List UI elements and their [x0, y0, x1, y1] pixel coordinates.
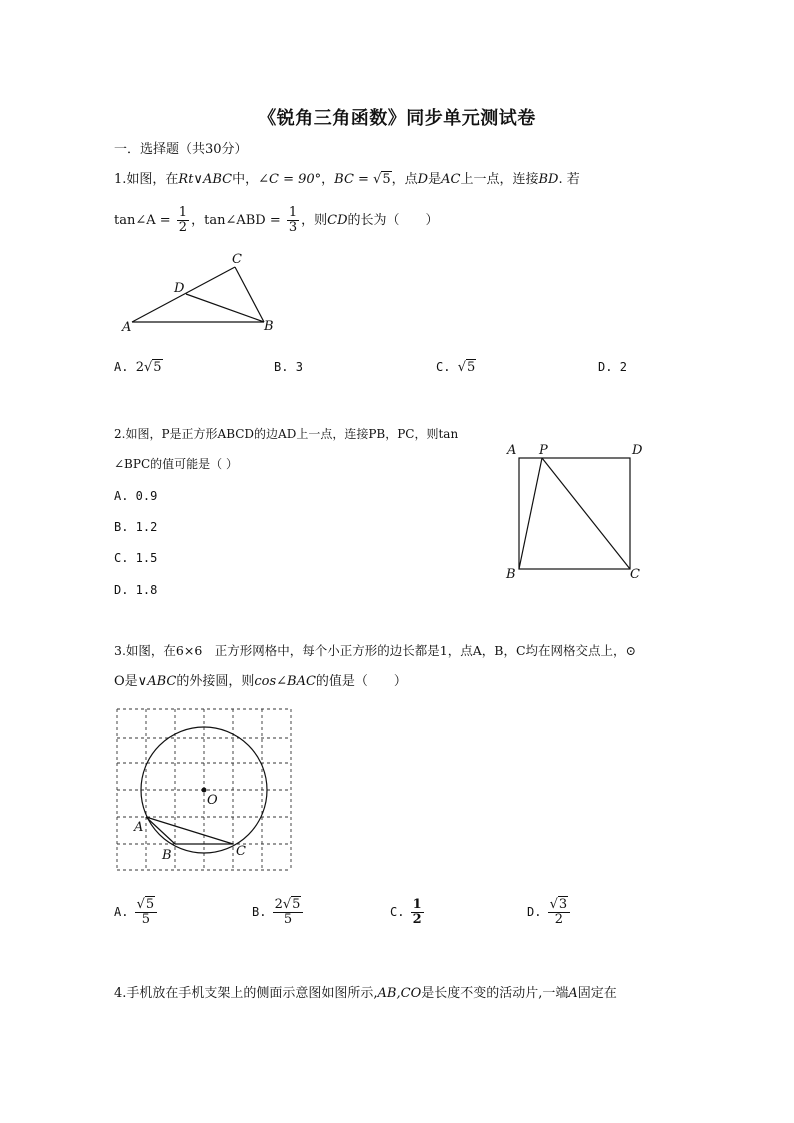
- q3-option-c: C. $\frac{1}{2}$: [390, 897, 422, 927]
- fraction-2sqrt5-over-5: $\frac{2√5}{5}$: [273, 898, 304, 927]
- page-title: 《锐角三角函数》同步单元测试卷: [258, 108, 536, 129]
- label-p: P: [539, 443, 548, 458]
- label-a: A: [507, 443, 517, 458]
- q3-option-b: B. $\frac{2√5}{5}$: [252, 898, 305, 927]
- fraction-one-half: $\frac{1}{2}$: [178, 205, 188, 235]
- q1-option-b: B. 3: [274, 360, 303, 374]
- q2-option-b: B. 1.2: [114, 520, 158, 534]
- label-d: D: [632, 443, 643, 458]
- label-b: B: [264, 319, 274, 334]
- label-b: B: [506, 567, 516, 582]
- fraction-one-third: $\frac{1}{3}$: [288, 205, 298, 235]
- q1-stem-line2: tan∠A = $\frac{1}{2}$ ，tan∠ABD = $\frac{1}{3}$ ，则CD的长为（ ）: [114, 205, 439, 235]
- fraction-sqrt3-over-2: $\frac{√3}{2}$: [548, 898, 571, 927]
- fraction-one-half: $\frac{1}{2}$: [412, 897, 422, 927]
- q2-option-a: A. 0.9: [114, 489, 158, 503]
- fraction-sqrt5-over-5: $\frac{√5}{5}$: [135, 898, 158, 927]
- q1-option-d: D. 2: [598, 360, 627, 374]
- q2-stem-line2: ∠BPC的值可能是（ ）: [114, 457, 238, 471]
- label-a: A: [122, 320, 132, 335]
- center-point: [202, 788, 207, 793]
- q1-triangle-figure: [110, 245, 290, 340]
- q3-option-d: D. $\frac{√3}{2}$: [527, 898, 572, 927]
- q2-option-c: C. 1.5: [114, 551, 158, 565]
- label-c: C: [630, 567, 640, 582]
- sqrt-five: √5: [373, 172, 391, 187]
- q1-option-a: A. 2√5: [114, 360, 162, 375]
- label-c: C: [232, 252, 242, 267]
- label-c: C: [236, 844, 246, 859]
- label-a: A: [134, 820, 144, 835]
- q3-grid-figure: [112, 704, 297, 876]
- q3-stem-line1: 3.如图，在6×6 正方形网格中，每个小正方形的边长都是1，点A，B，C均在网格交点上，⊙: [114, 643, 637, 658]
- q2-square-figure: [500, 440, 650, 585]
- label-b: B: [162, 848, 172, 863]
- q1-option-c: C. √5: [436, 360, 476, 375]
- q1-stem-line1: 1.如图，在Rt∨ABC中，∠C = 90°，BC = √5，点D是AC上一点，连接BD. 若: [114, 172, 580, 187]
- q3-option-a: A. $\frac{√5}{5}$: [114, 898, 159, 927]
- label-o: O: [207, 793, 218, 808]
- q2-stem-line1: 2.如图，P是正方形ABCD的边AD上一点，连接PB，PC，则tan: [114, 427, 459, 441]
- section-heading: 一．选择题（共30分）: [114, 142, 248, 157]
- q4-stem-line1: 4.手机放在手机支架上的侧面示意图如图所示,AB,CO是长度不变的活动片,一端A固定在: [114, 986, 617, 1001]
- label-d: D: [174, 281, 185, 296]
- q3-stem-line2: O是∨ABC的外接圆，则cos∠BAC的值是（ ）: [114, 674, 407, 689]
- q2-option-d: D. 1.8: [114, 583, 158, 597]
